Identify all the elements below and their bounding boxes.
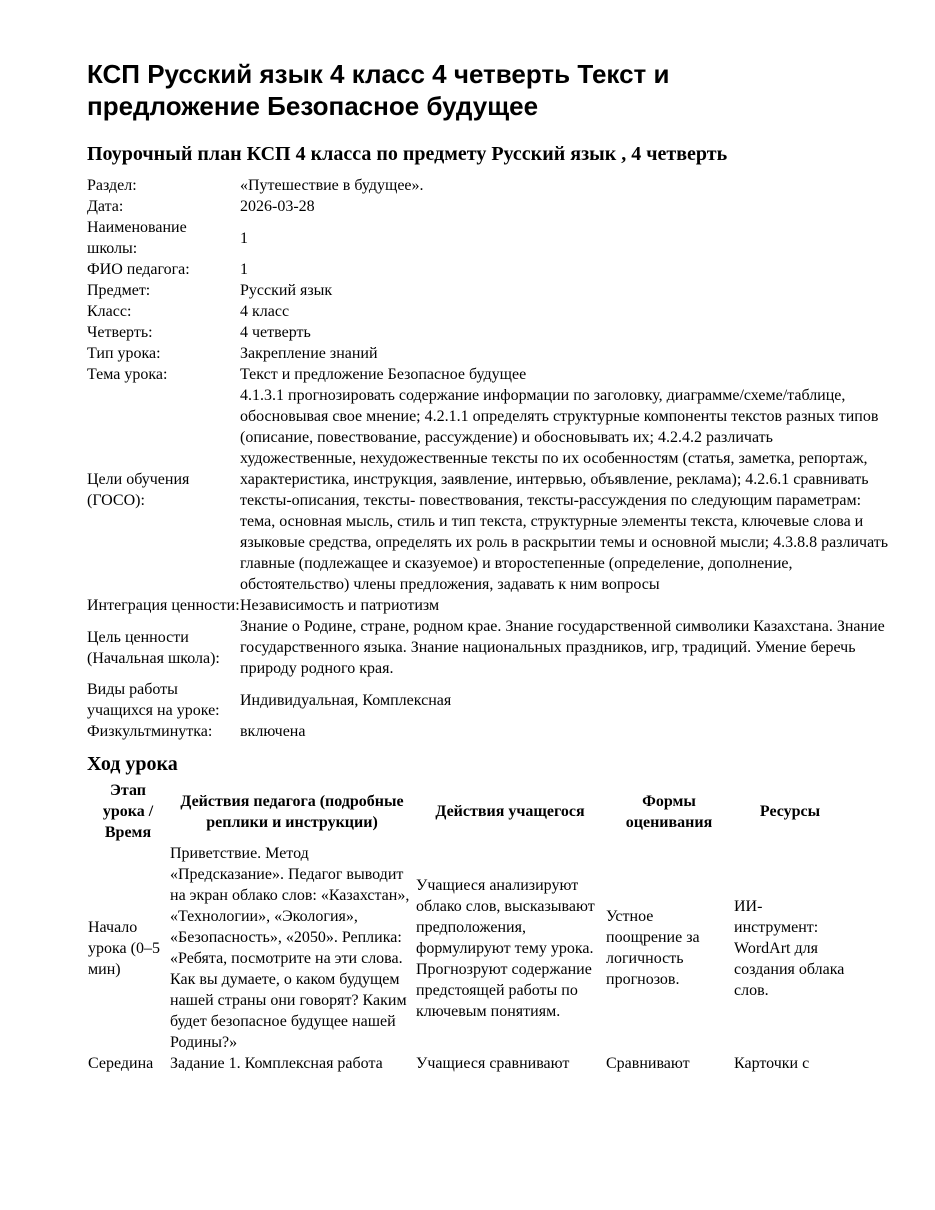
info-row (87, 322, 892, 343)
table-row (87, 1053, 847, 1074)
info-row (87, 217, 892, 259)
info-row (87, 385, 892, 595)
cell-resources: Карточки с (734, 1055, 810, 1072)
cell-student: Учащиеся сравнивают (416, 1055, 570, 1072)
info-value: Знание о Родине, стране, родном крае. Знание государственной символики Казахстана. Знание государственного языка. Знание национальных праздников, игр, традиций. Умение беречь природу родного края. (240, 618, 885, 677)
table-row (87, 843, 847, 1053)
info-value: Текст и предложение Безопасное будущее (240, 366, 527, 383)
info-label: Цель ценности (Начальная школа): (87, 628, 220, 667)
info-label: Тип урока: (87, 345, 161, 362)
info-row (87, 175, 892, 196)
info-table (87, 175, 892, 742)
header-stage: Этап урока / Время (102, 782, 154, 841)
info-value: Индивидуальная, Комплексная (240, 691, 452, 709)
info-value: 4 четверть (240, 324, 311, 341)
info-label: Дата: (87, 198, 124, 215)
info-label: Раздел: (87, 177, 137, 194)
info-value: 4.1.3.1 прогнозировать содержание информации по заголовку, диаграмме/схеме/таблице, обосновывая свое мнение; 4.2.1.1 определять структурные компоненты текстов разных типов (описание, повествование, рассуждение) и обосновывать их; 4.2.4.2 различать художественные, нехудожественные тексты по их особенностям (статья, заметка, репортаж, характеристика, инструкция, заявление, интервью, объявление, реклама); 4.2.6.1 сравнивать тексты-описания, тексты- повествования, тексты-рассуждения по следующим параметрам: тема, основная мысль, стиль и тип текста, структурные элементы текста, ключевые слова и языковые средства, определять их роль в раскрытии темы и основной мысли; 4.3.8.8 различать главные (подлежащее и сказуемое) и второстепенные (определение, дополнение, обстоятельство) члены предложения, задавать к ним вопросы (240, 387, 889, 593)
info-row (87, 280, 892, 301)
info-row (87, 343, 892, 364)
header-assessment: Формы оценивания (625, 792, 713, 831)
cell-teacher: Приветствие. Метод «Предсказание». Педагог выводит на экран облако слов: «Казахстан», «Технологии», «Экология», «Безопасность», «2050». Реплика: «Ребята, посмотрите на эти слова. Как вы думаете, о каком будущем нашей страны они говорят? Каким будет безопасное будущее нашей Родины?» (170, 845, 410, 1051)
info-label: Наименование школы: (87, 219, 187, 257)
info-row (87, 364, 892, 385)
info-value: Русский язык (240, 282, 333, 299)
info-label: Тема урока: (87, 366, 168, 383)
header-student-actions: Действия учащегося (435, 803, 585, 820)
info-value: Независимость и патриотизм (240, 597, 440, 614)
cell-student: Учащиеся анализируют облако слов, высказывают предположения, формулируют тему урока. Прогнозруют содержание предстоящей работы по ключевым понятиям. (416, 876, 595, 1020)
info-label: Виды работы учащихся на уроке: (87, 681, 220, 719)
info-label: Интеграция ценности: (87, 597, 240, 614)
info-label: Предмет: (87, 282, 151, 299)
info-value: Закрепление знаний (240, 345, 378, 362)
info-value: 2026-03-28 (240, 198, 315, 215)
document-title: КСП Русский язык 4 класс 4 четверть Текст и предложение Безопасное будущее (87, 59, 670, 121)
info-label: Физкультминутка: (87, 723, 213, 740)
info-label: Четверть: (87, 324, 153, 341)
header-teacher-actions: Действия педагога (подробные реплики и инструкции) (180, 792, 404, 831)
cell-teacher: Задание 1. Комплексная работа (170, 1055, 383, 1072)
info-value: 1 (240, 261, 248, 278)
info-label: ФИО педагога: (87, 261, 190, 278)
document-subtitle: Поурочный план КСП 4 класса по предмету Русский язык , 4 четверть (87, 143, 728, 165)
info-label: Класс: (87, 303, 132, 320)
cell-assessment: Сравнивают (606, 1055, 690, 1072)
info-value: 4 класс (240, 303, 290, 320)
cell-assessment: Устное поощрение за логичность прогнозов. (606, 908, 700, 988)
info-row (87, 616, 892, 679)
info-row (87, 259, 892, 280)
info-row (87, 301, 892, 322)
info-label: Цели обучения (ГОСО): (87, 471, 190, 509)
info-row (87, 679, 892, 721)
info-value: включена (240, 723, 306, 740)
cell-stage: Середина (88, 1055, 154, 1072)
info-row (87, 595, 892, 616)
lesson-heading: Ход урока (87, 753, 178, 775)
info-row (87, 196, 892, 217)
cell-resources: ИИ-инструмент: WordArt для создания облака слов. (734, 897, 845, 999)
info-row (87, 721, 892, 742)
header-resources: Ресурсы (759, 803, 821, 820)
cell-stage: Начало урока (0–5 мин) (88, 918, 160, 978)
lesson-table-header-row (87, 780, 847, 843)
lesson-table (87, 780, 847, 1074)
info-value: 1 (240, 229, 248, 247)
info-value: «Путешествие в будущее». (240, 177, 424, 194)
